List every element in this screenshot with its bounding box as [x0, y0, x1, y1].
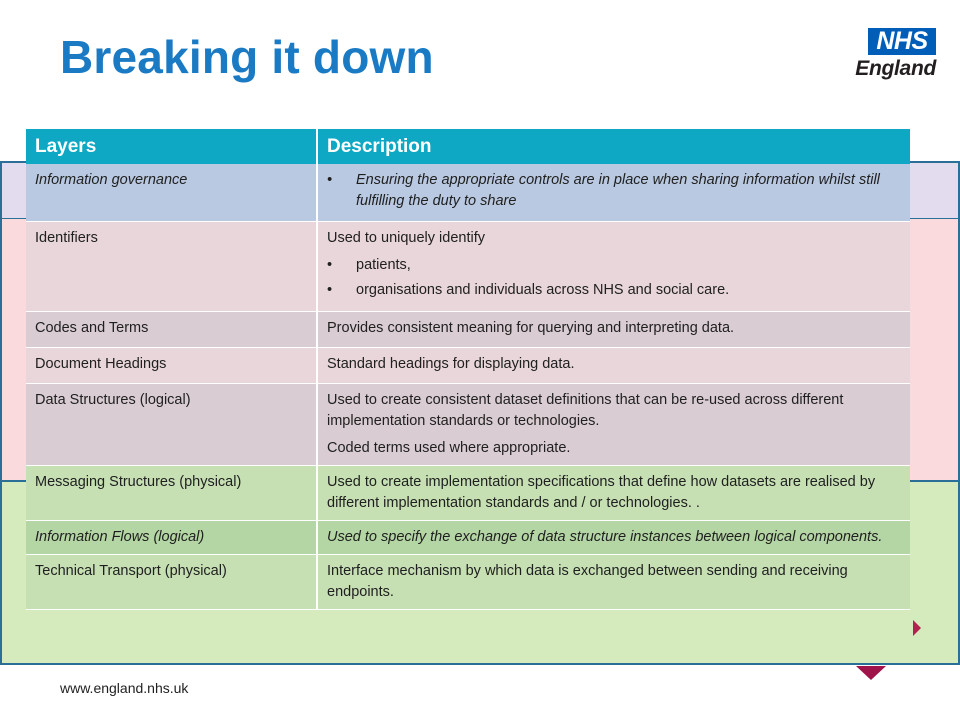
- footer-url[interactable]: www.england.nhs.uk: [60, 680, 189, 696]
- arrow-right-icon: [913, 620, 921, 636]
- layer-name: Data Structures (logical): [26, 384, 317, 466]
- table-row: [26, 222, 910, 312]
- nhs-logo-region: England: [855, 57, 936, 80]
- table-row: [26, 521, 910, 555]
- header-description: Description: [317, 129, 910, 164]
- description-text: Used to create consistent dataset definitions that can be re-used across different implementation standards or technologies.: [327, 392, 844, 429]
- table-row: [26, 348, 910, 384]
- layers-table: [26, 129, 910, 610]
- header-layers: Layers: [26, 129, 317, 164]
- nhs-logo-box: NHS: [868, 28, 936, 55]
- layer-name: Identifiers: [26, 222, 317, 312]
- layer-name: Document Headings: [26, 348, 317, 384]
- bullet-icon: •: [327, 282, 333, 298]
- table-row: [26, 466, 910, 521]
- description-text-2: Coded terms used where appropriate.: [327, 440, 571, 456]
- description-intro: Used to uniquely identify: [327, 230, 485, 246]
- layer-description: Interface mechanism by which data is exchanged between sending and receiving endpoints.: [317, 555, 910, 610]
- layer-name: Information Flows (logical): [26, 521, 317, 555]
- table-row: [26, 555, 910, 610]
- page-title: Breaking it down: [60, 31, 434, 83]
- description-bullet: organisations and individuals across NHS and social care.: [356, 282, 730, 298]
- layer-description: Used to create implementation specifications that define how datasets are realised by different implementation standards and / or technologies. .: [317, 466, 910, 521]
- arrow-down-icon: [856, 666, 886, 680]
- layer-description: [317, 384, 910, 466]
- layer-description: Provides consistent meaning for querying and interpreting data.: [317, 312, 910, 348]
- layer-name: Messaging Structures (physical): [26, 466, 317, 521]
- description-text: Ensuring the appropriate controls are in place when sharing information whilst still fulfilling the duty to share: [356, 172, 880, 209]
- bullet-icon: •: [327, 172, 333, 188]
- table-row: [26, 384, 910, 466]
- description-bullet: patients,: [356, 257, 411, 273]
- table-header-row: [26, 129, 910, 164]
- layer-description: Used to specify the exchange of data structure instances between logical components.: [317, 521, 910, 555]
- bullet-icon: •: [327, 257, 333, 273]
- layer-name: Technical Transport (physical): [26, 555, 317, 610]
- table-row: [26, 312, 910, 348]
- layer-name: Codes and Terms: [26, 312, 317, 348]
- table-row: [26, 164, 910, 222]
- layer-description: [317, 164, 910, 222]
- layer-description: [317, 222, 910, 312]
- layer-description: Standard headings for displaying data.: [317, 348, 910, 384]
- layer-name: Information governance: [26, 164, 317, 222]
- nhs-england-logo: [848, 28, 936, 84]
